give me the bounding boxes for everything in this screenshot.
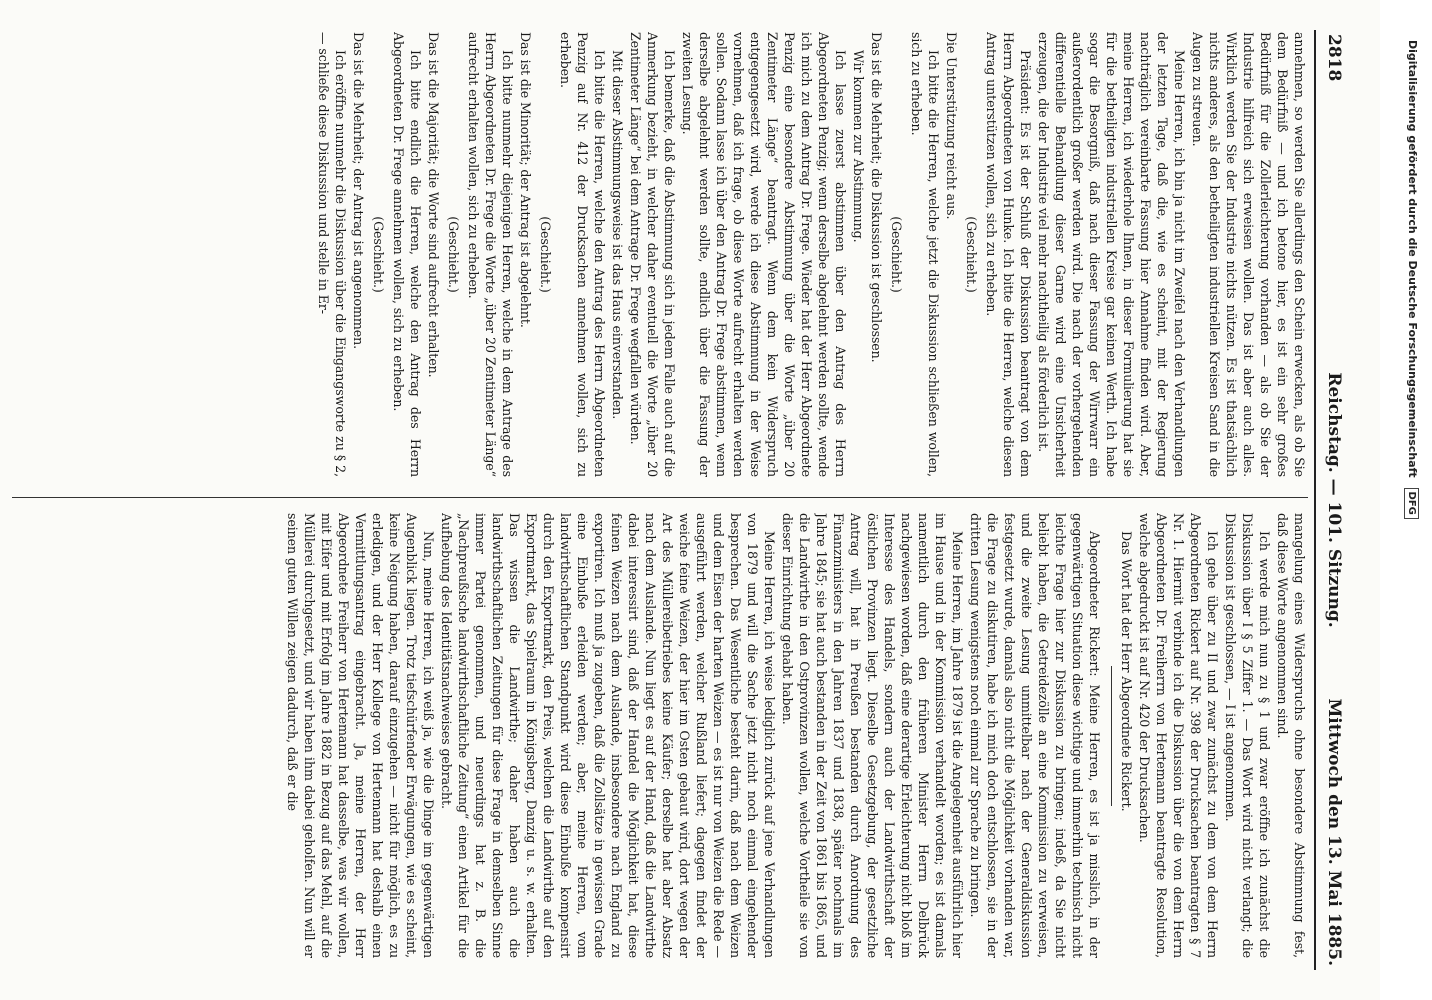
paragraph: mangelung eines Widerspruchs ohne besondere Abstimmung fest, daß diese Worte angenommen sind. (1275, 513, 1307, 958)
page-number: 2818 (1324, 34, 1344, 82)
paragraph: Präsident: Es ist der Schluß der Diskussion beantragt von dem Herrn Abgeordneten von Hunke. Ich bitte die Herren, welche diesen Antrag unterstützen wollen, sich zu erheben. (984, 32, 1033, 477)
paragraph: Wir kommen zur Abstimmung. (851, 50, 866, 243)
header-date: Mittwoch den 13. Mai 1885. (1324, 698, 1344, 966)
paragraph: Ich bitte die Herren, welche jetzt die Diskussion schließen wollen, sich zu erheben. (909, 32, 941, 477)
stage-direction: (Geschieht.) (889, 216, 904, 293)
paragraph: Ich bemerke, daß die Abstimmung sich in jedem Falle auch auf die Anmerkung bezieht, in welcher daher eventuell die Worte „über 20 Zentimeter Länge“ bei dem Antrage Dr. Frege wegfallen würden. (628, 32, 677, 477)
paragraph: Ich werde mich nun zu § 1 und zwar eröffne ich zunächst die Diskussion über I § 5 Ziffer 1. — Das Wort wird nicht verlangt; die Diskussion ist geschlossen, — I ist angenommen. (1223, 513, 1272, 958)
paragraph: Mit dieser Abstimmungsweise ist das Haus einverstanden. (610, 50, 625, 420)
paragraph: Das ist die Mehrheit; der Antrag ist angenommen. (351, 32, 366, 349)
paragraph: Die Unterstützung reicht aus. (944, 32, 959, 220)
paragraph: Ich eröffne nunmehr die Diskussion über die Eingangsworte zu § 2, — schließe diese Diskussion und stelle in Er- (316, 32, 348, 477)
paragraph: Ich lasse zuerst abstimmen über den Antrag des Herrn Abgeordneten Penzig; wenn derselbe abgelehnt werden sollte, wende ich mich zu dem Antrag Dr. Frege. Wieder hat der Herr Abgeordnete Penzig eine besondere Abstimmung über die Worte „über 20 Zentimeter Länge“ beantragt. Wenn dem kein Widerspruch entgegengesetzt wird, werde ich diese Abstimmung in der Weise vornehmen, daß ich frage, ob diese Worte aufrecht erhalten werden sollen. Sodann lasse ich über den Antrag Dr. Frege abstimmen, wenn derselbe abgelehnt werden sollte, endlich über die Fassung der zweiten Lesung. (680, 32, 848, 477)
paragraph: Ich gehe über zu II und zwar zunächst zu dem von dem Herrn Abgeordneten Rickert auf Nr. 398 der Drucksachen beantragten § 7 Nr. 1. Hiermit verbinde ich die Diskussion über die von dem Herrn Abgeordneten Dr. Freiherrn von Hertemann beantragte Resolution, welche abgedruckt ist auf Nr. 420 der Drucksachen. (1137, 513, 1220, 958)
stage-direction: (Geschieht.) (538, 216, 553, 293)
right-column (18, 513, 1308, 958)
paragraph: Das ist die Majorität; die Worte sind aufrecht erhalten. (426, 32, 441, 378)
dfg-logo: DFG (1404, 488, 1419, 519)
page-header (1316, 30, 1348, 970)
paragraph: Meine Herren, ich weise lediglich zurück auf jene Verhandlungen von 1879 und will die Sache jetzt nicht noch einmal eingehender besprechen. Das Wesentliche besteht darin, daß nach dem Weizen und dem Eisen der harten Weizen — es ist nur von Weizen die Rede — ausgeführt werden, welcher Rußland liefert; dagegen findet der weiche feine Weizen, der hier im Osten gebaut wird, dort wegen der Art des Müllereibetriebes keine Käufer; derselbe hat aber Absatz nach dem Auslande. Nun liegt es auf der Hand, daß die Landwirthe dabei interessirt sind, daß der Handel die Möglichkeit hat, diese feinen Weizen nach dem Auslande, insbesondere nach England zu exportiren. Ich muß ja zugeben, daß die Zollsätze in gewissen Grade eine Einbuße erleiden werden; aber, meine Herren, vom landwirthschaftlichen Standpunkt wird diese Einbuße kompensirt durch den Exportmarkt, den Preis, welchen die Landwirthe auf den Exportmarkt, das Spielraum in Königsberg, Danzig u. s. w. erhalten. Das wissen die Landwirthe; daher haben auch die landwirthschaftlichen Zeitungen für diese Frage in demselben Sinne immer Partei genommen, und neuerdings hat z. B. die „Nachpreußische landwirthschaftliche Zeitung“ einen Artikel für die Aufhebung des Identitätsnachweises gebracht. (439, 513, 777, 958)
header-rule (1314, 30, 1316, 970)
paragraph: Das Wort hat der Herr Abgeordnete Rickert. (1119, 531, 1134, 812)
column-divider (12, 497, 1308, 498)
funding-credit: Digitalisierung gefördert durch die Deutsche Forschungsgemeinschaft (1406, 40, 1419, 478)
left-column (18, 32, 1308, 477)
paragraph: Ich bitte die Herren, welche den Antrag des Herrn Abgeordneten Penzig auf Nr. 412 der Drucksachen annehmen wollen, sich zu erheben. (558, 32, 607, 477)
paragraph: Das ist die Minorität; der Antrag ist abgelehnt. (518, 32, 533, 328)
paragraph: annehmen, so werden Sie allerdings den Schein erwecken, als ob Sie dem Bedürfniß — und ich betone hier, es ist ein sehr großes Bedürfniß für die Zollerleichterung vorhanden — als ob Sie der Industrie hilfreich sich erweisen wollen. Das ist aber auch alles. Wirklich werden Sie der Industrie nichts nützen. Es ist thatsächlich nichts anderes, als den betheiligten industriellen Kreisen Sand in die Augen zu streuen. (1190, 32, 1307, 477)
digitization-note (1398, 40, 1426, 970)
paragraph: Das ist die Mehrheit; die Diskussion ist geschlossen. (869, 32, 884, 363)
stage-direction: (Geschieht.) (371, 216, 386, 293)
paragraph: Nun, meine Herren, ich weiß ja, wie die Dinge im gegenwärtigen Augenblick liegen. Trotz tiefschürfender Erwägungen, wie es scheint, keine Neigung haben, darauf einzugehen — nicht für möglich, es zu erledigen, und der Herr Kollege von Hertemann hat deshalb einen Vermittlungsantrag eingebracht. Ja, meine Herren, der Herr Abgeordnete Freiherr von Hertemann hat dasselbe, was wir wollen, mit Eifer und mit Erfolg im Jahre 1882 in Bezug auf das Mehl, auf die Müllerei durchgesetzt, und wir haben ihm dabei geholfen. Nun will er seinen guten Willen zeigen dadurch, daß er die (285, 513, 436, 958)
section-divider (1111, 666, 1112, 806)
stage-direction: (Geschieht.) (964, 216, 979, 293)
paragraph: Ich bitte nunmehr diejenigen Herren, welche in dem Antrage des Herrn Abgeordneten Dr. Frege die Worte „über 20 Zentimeter Länge“ aufrecht erhalten wollen, sich zu erheben. (466, 32, 515, 477)
paragraph: Ich bitte endlich die Herren, welche den Antrag des Herrn Abgeordneten Dr. Frege annehmen wollen, sich zu erheben. (391, 32, 423, 477)
header-title: Reichstag. — 101. Sitzung. (1324, 372, 1344, 628)
stage-direction: (Geschieht.) (446, 216, 461, 293)
paragraph: Abgeordneter Rickert: Meine Herren, es ist ja misslich, in der gegenwärtigen Situation diese wichtige und immerhin technisch nicht leichte Frage hier zur Diskussion zu bringen; indeß, da Sie nicht beliebt haben, die Getreidezölle an eine Kommission zu verweisen, und die zweite Lesung unmittelbar nach der Generaldiskussion festgesetzt wurde, damals also nicht die Möglichkeit vorhanden war, die Frage zu diskutiren, habe ich mich doch entschlossen, sie in der dritten Lesung wenigstens noch einmal zur Sprache zu bringen. (968, 513, 1102, 958)
paragraph: Meine Herren, im Jahre 1879 ist die Angelegenheit ausführlich hier im Hause und in der Kommission verhandelt worden; es ist damals namentlich durch den früheren Minister Herrn Delbrück nachgewiesen worden, daß eine derartige Erleichterung nicht bloß im Interesse des Handels, sondern auch der Landwirthschaft der östlichen Provinzen liegt. Dieselbe Gesetzgebung, der gesetzliche Antrag will, hat in Preußen bestanden durch Anordnung des Finanzministers in den Jahren 1837 und 1838, später nochmals im Jahre 1845; sie hat auch bestanden in der Zeit von 1861 bis 1865, und die Landwirthe in den Ostprovinzen wollen, welche Vortheile sie von dieser Einrichtung gehabt haben. (780, 513, 965, 958)
paragraph: Meine Herren, ich bin ja nicht im Zweifel nach den Verhandlungen der letzten Tage, daß die, wie es scheint, mit der Regierung nachträglich vereinbarte Fassung hier Annahme finden wird. Aber, meine Herren, ich wiederhole Ihnen, in dieser Formulierung hat sie für die betheiligten industriellen Kreise gar keinen Werth. Ich habe sogar die Besorgniß, daß nach dieser Fassung der Wirrwarr ein außerordentlich großer werden wird. Die nach der vorhergehenden differentielle Behandlung dieser Garne wird eine Unsicherheit erzeugen, die der Industrie viel mehr nachtheilig als förderlich ist. (1036, 32, 1187, 477)
